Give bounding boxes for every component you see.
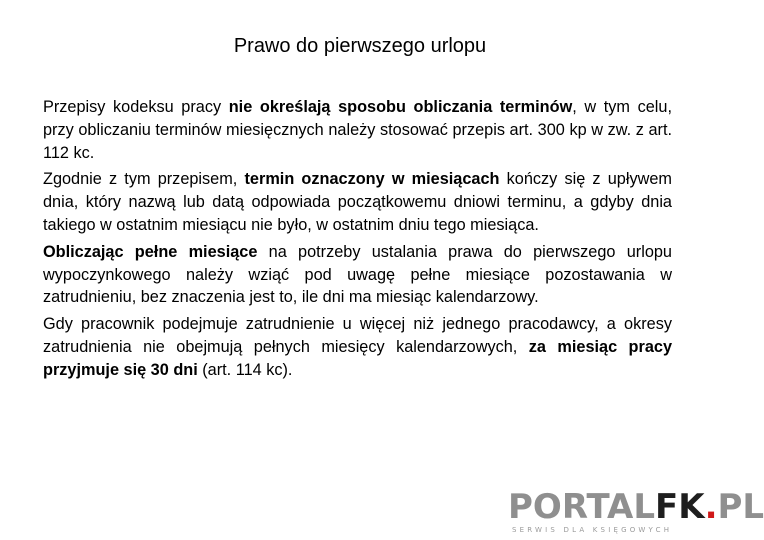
paragraph-2-text-1: Zgodnie z tym przepisem, (43, 170, 245, 189)
paragraph-4-bold-1: za miesiąc pracy przyjmuje się 30 dni (43, 337, 672, 379)
paragraph-4-text-2: (art. 114 kc). (197, 360, 293, 379)
logo-wordmark (508, 488, 764, 526)
slide-body (43, 96, 672, 386)
paragraph-1 (43, 96, 672, 164)
logo-tagline: SERWIS DLA KSIĘGOWYCH (512, 526, 673, 534)
logo-fk-text: FK (655, 487, 705, 527)
logo-dot-text: . (704, 487, 718, 527)
paragraph-3-bold-1: Obliczając pełne miesiące (43, 242, 258, 261)
paragraph-2-bold-1: termin oznaczony w miesiącach (244, 170, 500, 189)
logo-portal-text: PORTAL (508, 487, 656, 527)
slide-title: Prawo do pierwszego urlopu (233, 35, 487, 57)
paragraph-1-bold-1: nie określają sposobu obliczania terminów (228, 98, 573, 116)
paragraph-3-text-1: na potrzeby ustalania prawa do pierwszego urlopu wypoczynkowego należy wziąć pod uwagę pełne miesiące pozostawania w zatrudnieniu, bez znaczenia jest to, ile dni ma miesiąc kalendarzowy. (43, 242, 672, 307)
portalfk-logo (508, 487, 764, 536)
paragraph-3 (43, 241, 672, 309)
paragraph-1-text-1: Przepisy kodeksu pracy (43, 98, 229, 116)
paragraph-1-text-2: , w tym celu, przy obliczaniu terminów miesięcznych należy stosować przepis art. 300 kp w zw. z art. 112 kc. (43, 98, 672, 162)
logo-pl-text: PL (717, 487, 764, 527)
paragraph-4 (43, 313, 672, 381)
paragraph-4-text-1: Gdy pracownik podejmuje zatrudnienie u więcej niż jednego pracodawcy, a okresy zatrudnienia nie obejmują pełnych miesięcy kalendarzowych, (43, 315, 672, 356)
paragraph-2-text-2: kończy się z upływem dnia, który nazwą lub datą odpowiada początkowemu dniowi terminu, a gdyby dnia takiego w ostatnim miesiącu nie było, w ostatnim dniu tego miesiąca. (43, 170, 672, 234)
paragraph-2 (43, 168, 672, 236)
